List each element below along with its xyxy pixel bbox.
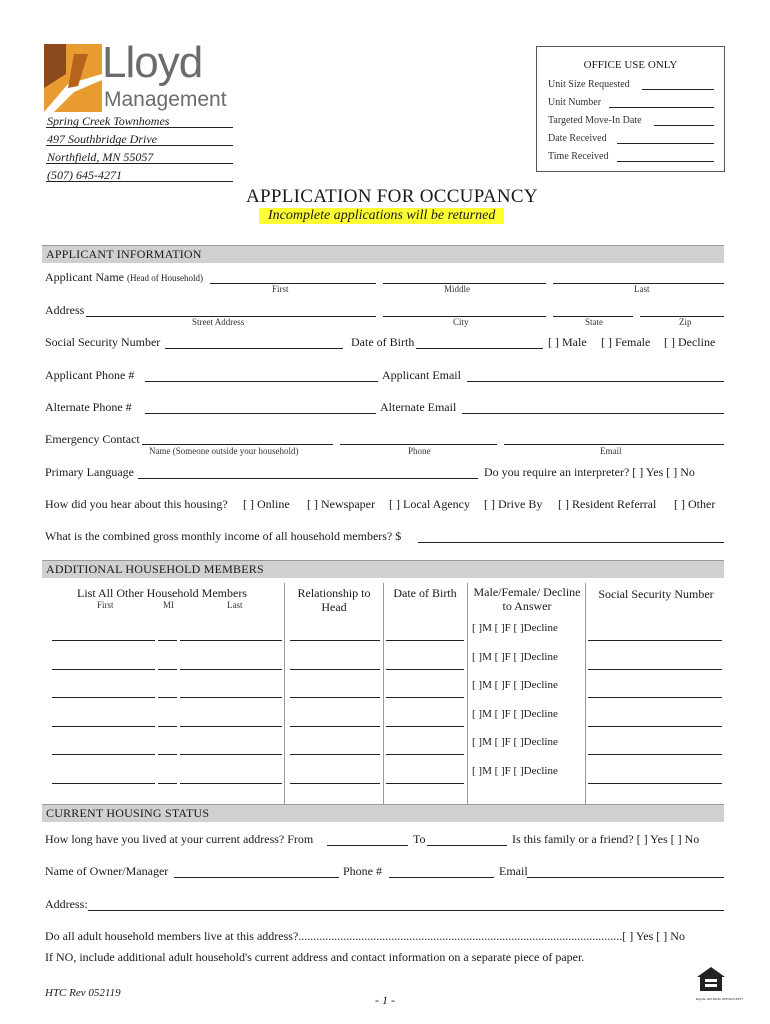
ssn-label: Social Security Number: [45, 335, 161, 349]
section-household-title: ADDITIONAL HOUSEHOLD MEMBERS: [46, 562, 264, 576]
hear-agency-checkbox[interactable]: [ ] Local Agency: [389, 497, 470, 511]
member-dob-input[interactable]: [386, 697, 464, 698]
emergency-name-hint: Name (Someone outside your household): [149, 446, 299, 456]
member-relationship-input[interactable]: [290, 640, 380, 641]
gender-female-checkbox[interactable]: [ ] Female: [601, 335, 651, 349]
city-hint: City: [453, 317, 469, 327]
state-hint: State: [585, 317, 603, 327]
member-dob-input[interactable]: [386, 669, 464, 670]
owner-phone-label: Phone #: [343, 864, 382, 878]
owner-email-label: Email: [499, 864, 528, 878]
member-relationship-input[interactable]: [290, 697, 380, 698]
family-question[interactable]: Is this family or a friend? [ ] Yes [ ] No: [512, 832, 700, 846]
member-first-input[interactable]: [52, 726, 155, 727]
col-last-header: Last: [227, 600, 243, 610]
section-household: [42, 560, 724, 578]
if-no-note: If NO, include additional adult household's current address and contact information on a separate piece of paper.: [45, 950, 585, 964]
hear-driveby-checkbox[interactable]: [ ] Drive By: [484, 497, 543, 511]
member-first-input[interactable]: [52, 640, 155, 641]
dob-label: Date of Birth: [351, 335, 415, 349]
member-mi-input[interactable]: [158, 640, 177, 641]
member-last-input[interactable]: [180, 783, 282, 784]
member-dob-input[interactable]: [386, 726, 464, 727]
alt-phone-input[interactable]: [145, 413, 376, 414]
section-housing-title: CURRENT HOUSING STATUS: [46, 806, 210, 820]
emergency-label: Emergency Contact: [45, 432, 140, 446]
address-label: Address: [45, 303, 85, 317]
brand-sub: Management: [104, 88, 227, 111]
col-gender-header: Male/Female/ Decline to Answer: [473, 585, 581, 613]
to-label: To: [413, 832, 426, 846]
company-logo: [44, 38, 239, 114]
income-input[interactable]: [418, 542, 724, 543]
office-field-unit-number: Unit Number: [548, 97, 602, 108]
page-subtitle: Incomplete applications will be returned: [259, 208, 504, 224]
phone-label: Applicant Phone #: [45, 368, 135, 382]
language-label: Primary Language: [45, 465, 134, 479]
dob-input[interactable]: [416, 348, 543, 349]
office-use-title: OFFICE USE ONLY: [583, 59, 678, 71]
address-line-4: (507) 645-4271: [47, 168, 122, 182]
to-date-input[interactable]: [427, 845, 507, 846]
member-ssn-input[interactable]: [588, 726, 722, 727]
email-input[interactable]: [467, 381, 724, 382]
member-relationship-input[interactable]: [290, 669, 380, 670]
col-members-header: List All Other Household Members: [77, 586, 247, 600]
zip-hint: Zip: [679, 317, 692, 327]
alt-phone-label: Alternate Phone #: [45, 400, 132, 414]
email-label: Applicant Email: [382, 368, 461, 382]
ssn-input[interactable]: [165, 348, 343, 349]
street-hint: Street Address: [192, 317, 245, 327]
from-date-input[interactable]: [327, 845, 408, 846]
address-line-3: Northfield, MN 55057: [47, 150, 154, 164]
hear-newspaper-checkbox[interactable]: [ ] Newspaper: [307, 497, 375, 511]
applicant-first-input[interactable]: [210, 283, 376, 284]
member-relationship-input[interactable]: [290, 726, 380, 727]
middle-hint: Middle: [444, 284, 470, 294]
how-long-label: How long have you lived at your current address? From: [45, 832, 314, 846]
member-gender-options[interactable]: [ ]M [ ]F [ ]Decline: [472, 736, 558, 748]
brand-name: Lloyd: [102, 38, 203, 87]
section-applicant-title: APPLICANT INFORMATION: [46, 247, 202, 261]
emergency-name-input[interactable]: [142, 444, 333, 445]
gender-male-checkbox[interactable]: [ ] Male: [548, 335, 587, 349]
member-gender-options[interactable]: [ ]M [ ]F [ ]Decline: [472, 651, 558, 663]
owner-email-input[interactable]: [527, 877, 724, 878]
member-first-input[interactable]: [52, 754, 155, 755]
applicant-name-label: Applicant Name (Head of Household): [45, 270, 203, 284]
member-dob-input[interactable]: [386, 640, 464, 641]
member-mi-input[interactable]: [158, 783, 177, 784]
all-live-question[interactable]: Do all adult household members live at this address?............................................................................................................[ ] Yes [ ] No: [45, 929, 685, 943]
col-first-header: First: [97, 600, 114, 610]
member-ssn-input[interactable]: [588, 669, 722, 670]
owner-phone-input[interactable]: [389, 877, 494, 878]
member-gender-options[interactable]: [ ]M [ ]F [ ]Decline: [472, 765, 558, 777]
section-housing: [42, 804, 724, 822]
section-applicant: [42, 245, 724, 263]
first-hint: First: [272, 284, 289, 294]
member-dob-input[interactable]: [386, 754, 464, 755]
emergency-email-hint: Email: [600, 446, 622, 456]
col-mi-header: MI: [163, 600, 174, 610]
member-gender-options[interactable]: [ ]M [ ]F [ ]Decline: [472, 708, 558, 720]
page-number: - 1 -: [375, 993, 395, 1007]
office-field-unit-size: Unit Size Requested: [548, 79, 630, 90]
office-field-date-received: Date Received: [548, 133, 607, 144]
hear-other-checkbox[interactable]: [ ] Other: [674, 497, 716, 511]
member-ssn-input[interactable]: [588, 754, 722, 755]
housing-address-label: Address:: [45, 897, 88, 911]
member-last-input[interactable]: [180, 697, 282, 698]
revision-code: HTC Rev 052119: [45, 987, 121, 999]
logo-mark-icon: [44, 44, 102, 112]
member-relationship-input[interactable]: [290, 754, 380, 755]
office-field-time-received: Time Received: [548, 151, 609, 162]
hear-online-checkbox[interactable]: [ ] Online: [243, 497, 290, 511]
interpreter-question[interactable]: Do you require an interpreter? [ ] Yes [ ] No: [484, 465, 695, 479]
member-ssn-input[interactable]: [588, 697, 722, 698]
member-last-input[interactable]: [180, 754, 282, 755]
member-mi-input[interactable]: [158, 726, 177, 727]
address-line-2: 497 Southbridge Drive: [47, 132, 157, 146]
member-last-input[interactable]: [180, 640, 282, 641]
address-line-1: Spring Creek Townhomes: [47, 114, 170, 128]
housing-address-input[interactable]: [88, 910, 724, 911]
member-dob-input[interactable]: [386, 783, 464, 784]
member-last-input[interactable]: [180, 669, 282, 670]
equal-housing-text: EQUAL HOUSING OPPORTUNITY: [696, 997, 744, 1001]
member-gender-options[interactable]: [ ]M [ ]F [ ]Decline: [472, 622, 558, 634]
language-input[interactable]: [138, 478, 478, 479]
member-last-input[interactable]: [180, 726, 282, 727]
col-dob-header: Date of Birth: [393, 586, 457, 600]
income-question: What is the combined gross monthly income of all household members? $: [45, 529, 402, 543]
hear-question: How did you hear about this housing?: [45, 497, 228, 511]
phone-input[interactable]: [145, 381, 378, 382]
member-relationship-input[interactable]: [290, 783, 380, 784]
equal-housing-icon: [696, 966, 726, 992]
emergency-phone-hint: Phone: [408, 446, 431, 456]
last-hint: Last: [634, 284, 650, 294]
hear-referral-checkbox[interactable]: [ ] Resident Referral: [558, 497, 657, 511]
emergency-email-input[interactable]: [504, 444, 724, 445]
member-gender-options[interactable]: [ ]M [ ]F [ ]Decline: [472, 679, 558, 691]
member-ssn-input[interactable]: [588, 783, 722, 784]
alt-email-label: Alternate Email: [380, 400, 457, 414]
col-ssn-header: Social Security Number: [598, 587, 714, 601]
member-mi-input[interactable]: [158, 697, 177, 698]
office-field-move-in: Targeted Move-In Date: [548, 115, 642, 126]
equal-housing-logo: [696, 966, 744, 1001]
gender-decline-checkbox[interactable]: [ ] Decline: [664, 335, 716, 349]
alt-email-input[interactable]: [462, 413, 724, 414]
member-ssn-input[interactable]: [588, 640, 722, 641]
member-first-input[interactable]: [52, 783, 155, 784]
owner-label: Name of Owner/Manager: [45, 864, 169, 878]
member-mi-input[interactable]: [158, 669, 177, 670]
member-first-input[interactable]: [52, 669, 155, 670]
col-relationship-header: Relationship to Head: [297, 586, 371, 614]
member-mi-input[interactable]: [158, 754, 177, 755]
owner-input[interactable]: [174, 877, 339, 878]
office-use-box: [536, 46, 725, 172]
page-title: APPLICATION FOR OCCUPANCY: [246, 186, 538, 207]
member-first-input[interactable]: [52, 697, 155, 698]
emergency-phone-input[interactable]: [340, 444, 497, 445]
